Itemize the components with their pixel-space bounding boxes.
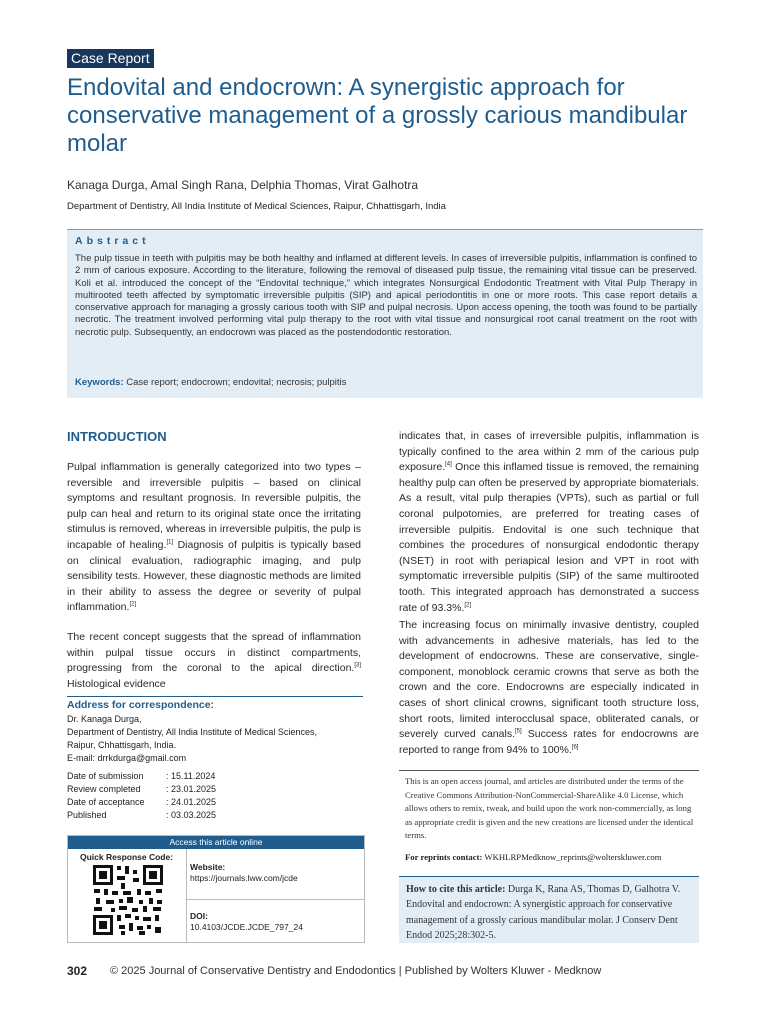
license-block [399, 770, 699, 841]
citation-box [399, 876, 699, 943]
keywords [75, 377, 346, 388]
citation-ref[interactable]: [3] [354, 662, 361, 669]
divider [186, 899, 364, 900]
qr-code-icon[interactable] [92, 864, 164, 936]
date-label: Review completed [67, 784, 141, 794]
citation-ref[interactable]: [6] [571, 744, 579, 751]
citation-ref[interactable]: [4] [445, 461, 452, 468]
citation-text: How to cite this article: Durga K, Rana AS, Thomas D, Galhotra V. Endovital and endocrown: A synergistic approach for conservative management of a grossly carious mandibular molar. J Conserv Dent Endod 2025;28:302-5. [406, 884, 681, 942]
article-type-badge: Case Report [67, 49, 154, 68]
date-value: : 23.01.2025 [166, 784, 217, 794]
intro-paragraph-1: Pulpal inflammation is generally categorized into two types – reversible and irreversible pulpitis – based on clinical symptoms and resultant prognosis. In reversible pulpitis, the pulp can heal and return to its original state once the irritating stimulus is removed, whereas in irreversible pulpitis, the pulp is incapable of healing.[1] Diagnosis of pulpitis is typically based on clinical evaluation, radiographic imaging, and pulp sensibility tests. However, these diagnostic methods are limited in their ability to assess the degree or severity of pulpal inflammation.[2] [67, 461, 362, 614]
reprints-label: For reprints contact: [405, 852, 483, 862]
reprints-email[interactable]: WKHLRPMedknow_reprints@wolterskluwer.com [484, 852, 662, 862]
doi-label: DOI: [190, 911, 208, 921]
date-value: : 15.11.2024 [166, 771, 216, 781]
qr-label: Quick Response Code: [80, 852, 174, 862]
correspondence-block [67, 696, 363, 763]
date-label: Date of submission [67, 771, 144, 781]
date-label: Published [67, 810, 107, 820]
citation-ref[interactable]: [5] [515, 728, 522, 735]
intro-paragraph-3: indicates that, in cases of irreversible pulpitis, inflammation is typically confined to the area within 2 mm of the carious pulp exposure.[4] Once this inflamed tissue is removed, the remaining healthy pulp can often be preserved by appropriate biomaterials. As a result, vital pulp therapies (VPTs), such as partial or full coronal pulpotomies, are preferred for treating cases of irreversible pulpitis. Endovital is one such technique that combines the procedures of nonsurgical endodontic therapy (NSET) in root with periapical lesion and VPT in root with symptomatic irreversible pulpitis (SIP) of the same multirooted tooth. This integrated approach has demonstrated a success rate of 93.3%.[2] [399, 430, 699, 614]
author-list: Kanaga Durga, Amal Singh Rana, Delphia Thomas, Virat Galhotra [67, 178, 419, 192]
page-number: 302 [67, 964, 88, 978]
license-text: This is an open access journal, and articles are distributed under the terms of the Creative Commons Attribution-NonCommercial-ShareAlike 4.0 License, which allows others to remix, tweak, and build upon the work non-commercially, as long as appropriate credit is given and the new creations are licensed under the identical terms. [405, 776, 694, 841]
correspondence-address: Raipur, Chhattisgarh, India. [67, 740, 177, 750]
correspondence-email[interactable]: E-mail: drrkdurga@gmail.com [67, 753, 187, 763]
divider [186, 849, 187, 942]
footer-copyright: © 2025 Journal of Conservative Dentistry and Endodontics | Published by Wolters Kluwer - Medknow [110, 965, 602, 977]
affiliation: Department of Dentistry, All India Institute of Medical Sciences, Raipur, Chhattisgarh, India [67, 201, 446, 212]
correspondence-address: Department of Dentistry, All India Institute of Medical Sciences, [67, 727, 317, 737]
abstract-heading: Abstract [75, 235, 150, 247]
reprints-contact [405, 852, 662, 862]
intro-paragraph-4: The increasing focus on minimally invasive dentistry, coupled with advancements in adhesive materials, has led to the development of endocrowns. These are conservative, single-component, monoblock ceramic crowns that serve as both the crown and the core. Endocrowns are especially indicated in cases of short clinical crowns, significant tooth structure loss, short roots, limited interocclusal space, obliterated canals, or severely curved canals.[5] Success rates for endocrowns are reported to range from 94% to 100%.[6] [399, 619, 699, 756]
date-label: Date of acceptance [67, 797, 145, 807]
access-bar: Access this article online [68, 836, 364, 849]
citation-ref[interactable]: [1] [166, 539, 174, 546]
citation-ref[interactable]: [2] [129, 601, 137, 608]
correspondence-heading: Address for correspondence: [67, 699, 215, 711]
citation-ref[interactable]: [2] [464, 602, 472, 609]
date-value: : 24.01.2025 [166, 797, 217, 807]
date-value: : 03.03.2025 [166, 810, 217, 820]
intro-paragraph-2: The recent concept suggests that the spread of inflammation within pulpal tissue occurs in distinct compartments, progressing from the coronal to the apical direction.[3] Histological evidence [67, 631, 361, 690]
section-heading-introduction: INTRODUCTION [67, 429, 167, 444]
citation-label: How to cite this article: [406, 884, 506, 895]
website-link[interactable]: https://journals.lww.com/jcde [190, 873, 298, 883]
abstract-box [67, 229, 703, 398]
keywords-label: Keywords: [75, 377, 124, 388]
article-title: Endovital and endocrown: A synergistic approach for conservative management of a grossly carious mandibular molar [67, 74, 688, 157]
correspondence-name: Dr. Kanaga Durga, [67, 714, 142, 724]
doi-link[interactable]: 10.4103/JCDE.JCDE_797_24 [190, 922, 303, 932]
keywords-list: Case report; endocrown; endovital; necrosis; pulpitis [126, 377, 347, 388]
website-label: Website: [190, 862, 226, 872]
abstract-text: The pulp tissue in teeth with pulpitis may be both healthy and inflamed at different levels. In cases of irreversible pulpitis, inflammation is confined to 2 mm of carious exposure. According to the literature, following the removal of diseased pulp tissue, the remaining vital tissue can be preserved. Koli et al. introduced the concept of the “Endovital technique,” which integrates Nonsurgical Endodontic Treatment with Vital Pulp Therapy in multirooted teeth affected by symptomatic irreversible pulpitis (SIP) and apical periodontitis in one or more roots. This case report details a conservative approach for managing a grossly carious tooth with SIP and pulpal necrosis. Upon access opening, the tooth was found to be partially necrotic. The treatment involved performing vital pulp therapy to the root with vital tissue and nonsurgical root canal treatment on the root with necrotic pulp. Subsequently, an endocrown was placed as the postendodontic restoration. [75, 253, 697, 338]
access-box [67, 835, 365, 943]
